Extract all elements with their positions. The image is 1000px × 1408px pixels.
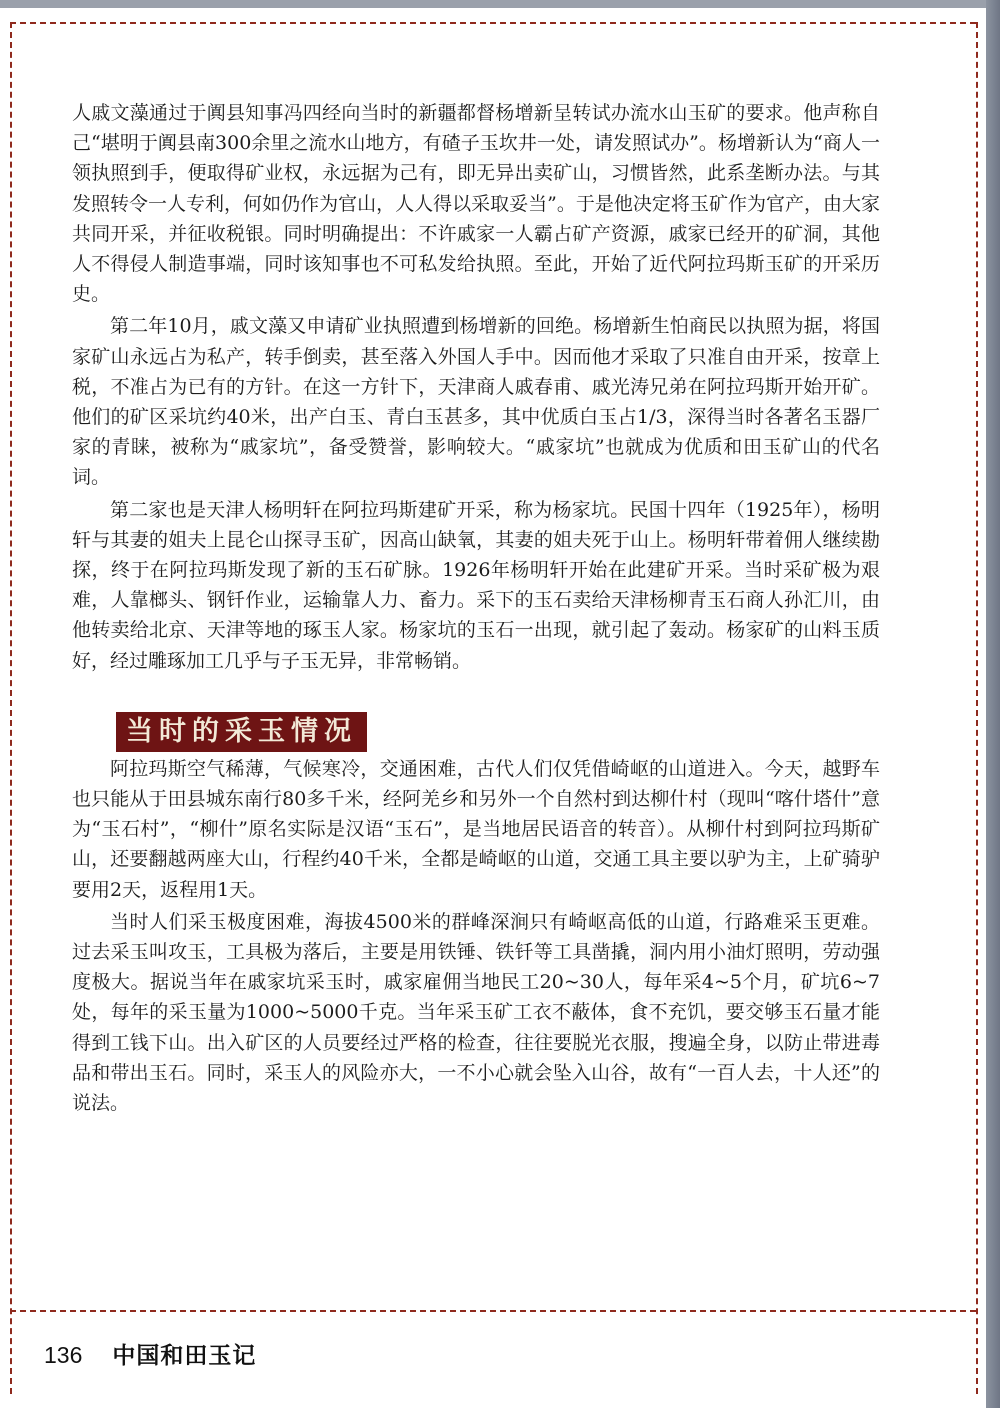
body-paragraph: 第二年10月，戚文藻又申请矿业执照遭到杨增新的回绝。杨增新生怕商民以执照为据，将国家矿山永远占为私产，转手倒卖，甚至落入外国人手中。因而他才采取了只准自由开采，按章上税，不准占为已有的方针。在这一方针下，天津商人戚春甫、戚光涛兄弟在阿拉玛斯开始开矿。他们的矿区采坑约40米，出产白玉、青白玉甚多，其中优质白玉占1/3，深得当时各著名玉器厂家的青睐，被称为“戚家坑”，备受赞誉，影响较大。“戚家坑”也就成为优质和田玉矿山的代名词。 <box>72 315 880 489</box>
book-title: 中国和田玉记 <box>112 1342 257 1369</box>
right-frame-band <box>986 0 1000 1408</box>
section-heading: 当时的采玉情况 <box>116 712 367 752</box>
page-footer <box>44 1337 256 1371</box>
dashed-border-footer-divider <box>10 1310 976 1312</box>
dashed-border-right <box>976 22 978 1394</box>
section-heading-wrap <box>116 712 880 752</box>
body-paragraph: 当时人们采玉极度困难，海拔4500米的群峰深涧只有崎岖高低的山道，行路难采玉更难。过去采玉叫攻玉，工具极为落后，主要是用铁锤、铁钎等工具凿撬，洞内用小油灯照明，劳动强度极大。据说当年在戚家坑采玉时，戚家雇佣当地民工20~30人，每年采4~5个月，矿坑6~7处，每年的采玉量为1000~5000千克。当年采玉矿工衣不蔽体，食不充饥，要交够玉石量才能得到工钱下山。出入矿区的人员要经过严格的检查，往往要脱光衣服，搜遍全身，以防止带进毒品和带出玉石。同时，采玉人的风险亦大，一不小心就会坠入山谷，故有“一百人去，十人还”的说法。 <box>72 910 880 1115</box>
page-content <box>72 98 880 1120</box>
body-paragraph: 阿拉玛斯空气稀薄，气候寒冷，交通困难，古代人们仅凭借崎岖的山道进入。今天，越野车也只能从于田县城东南行80多千米，经阿羌乡和另外一个自然村到达柳什村（现叫“喀什塔什”意为“玉石村”，“柳什”原名实际是汉语“玉石”，是当地居民语音的转音）。从柳什村到阿拉玛斯矿山，还要翻越两座大山，行程约40千米，全都是崎岖的山道，交通工具主要以驴为主，上矿骑驴要用2天，返程用1天。 <box>72 757 880 901</box>
dashed-border-top <box>10 22 976 24</box>
dashed-border-left <box>10 22 12 1394</box>
top-frame-band <box>0 0 1000 8</box>
body-paragraph: 第二家也是天津人杨明轩在阿拉玛斯建矿开采，称为杨家坑。民国十四年（1925年），杨明轩与其妻的姐夫上昆仑山探寻玉矿，因高山缺氧，其妻的姐夫死于山上。杨明轩带着佣人继续勘探，终于在阿拉玛斯发现了新的玉石矿脉。1926年杨明轩开始在此建矿开采。当时采矿极为艰难，人靠榔头、钢钎作业，运输靠人力、畜力。采下的玉石卖给天津杨柳青玉石商人孙汇川，由他转卖给北京、天津等地的琢玉人家。杨家坑的玉石一出现，就引起了轰动。杨家矿的山料玉质好，经过雕琢加工几乎与子玉无异，非常畅销。 <box>72 498 880 672</box>
body-paragraph: 人戚文藻通过于阗县知事冯四经向当时的新疆都督杨增新呈转试办流水山玉矿的要求。他声称自己“堪明于阗县南300余里之流水山地方，有碴子玉坎井一处，请发照试办”。杨增新认为“商人一领执照到手，便取得矿业权，永远据为己有，即无异出卖矿山，习惯皆然，此系垄断办法。与其发照转令一人专利，何如仍作为官山，人人得以采取妥当”。于是他决定将玉矿作为官产，由大家共同开采，并征收税银。同时明确提出：不许戚家一人霸占矿产资源，戚家已经开的矿洞，其他人不得侵人制造事端，同时该知事也不可私发给执照。至此，开始了近代阿拉玛斯玉矿的开采历史。 <box>72 102 880 306</box>
page-number: 136 <box>44 1342 83 1368</box>
